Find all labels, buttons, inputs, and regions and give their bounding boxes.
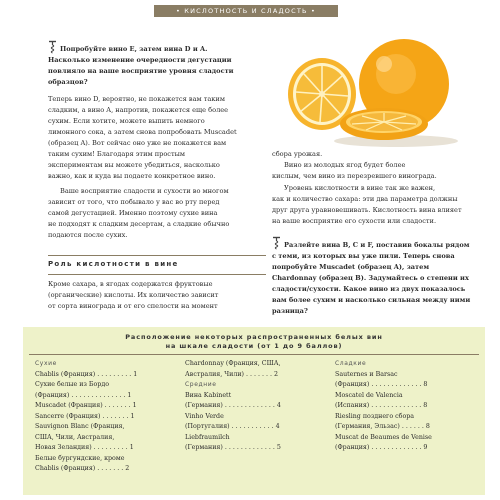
left-paragraph-3: Кроме сахара, в ягодах содержатся фруктовые (органические) кислоты. Их количество зависит от сорта винограда и от его спелости на момент — [48, 280, 219, 310]
table-category-heading: Средние — [185, 381, 217, 388]
table-entry: Muscat de Beaumes de Venise — [335, 433, 432, 441]
table-entry: Riesling позднего сбора — [335, 412, 415, 420]
table-column-sweet — [335, 359, 480, 454]
table-entry: Белые бургундские, кроме — [35, 454, 125, 462]
oranges-image — [284, 36, 460, 148]
sweetness-scale-table — [23, 327, 485, 495]
table-entry: (Германия, Эльзас) . . . . . . 8 — [335, 423, 430, 430]
table-rule — [29, 354, 479, 355]
running-header: • КИСЛОТНОСТЬ И СЛАДОСТЬ • — [154, 5, 338, 17]
table-entry: (Португалия) . . . . . . . . . . . 4 — [185, 423, 280, 430]
table-category-heading: Сладкие — [335, 360, 367, 367]
table-entry: Sauvignon Blanc (Франция, — [35, 423, 125, 430]
table-entry: Bина Kabinett — [185, 391, 232, 399]
table-entry: Liebfraumilch — [185, 433, 230, 441]
table-entry: (Франция) . . . . . . . . . . . . . 9 — [335, 444, 428, 451]
table-entry: (Германия) . . . . . . . . . . . . . 5 — [185, 444, 281, 451]
table-entry: Sauternes и Barsac — [335, 370, 398, 378]
table-entry: (Франция) . . . . . . . . . . . . . 8 — [335, 381, 428, 388]
table-entry: Сухие белые из Бордо — [35, 381, 110, 388]
table-column-dry — [35, 359, 180, 475]
table-entry: Новая Зеландия) . . . . . . . . . 1 — [35, 444, 134, 451]
right-paragraph-1: сбора урожая. Вино из молодых ягод будет более кислым, чем вино из перезревшего винограда. — [272, 150, 437, 180]
table-entry: США, Чили, Австралия, — [35, 433, 115, 441]
table-entry: (Франция) . . . . . . . . . . . . . . 1 — [35, 391, 132, 399]
table-entry: (Испания) . . . . . . . . . . . . . 8 — [335, 402, 428, 409]
table-entry: Chablis (Франция) . . . . . . . 2 — [35, 465, 130, 472]
left-paragraph-2: Ваше восприятие сладости и сухости во многом зависит от того, что побывало у вас во рту перед самой дегустацией. Именно поэтому сухие вина не подходят к сладким десертам, а сладкие обычно подаются после сухих. — [48, 187, 230, 239]
corkscrew-icon — [48, 40, 57, 54]
table-entry: Chablis (Франция) . . . . . . . . . 1 — [35, 370, 138, 378]
tasting-instruction-2: Разлейте вина B, C и F, поставив бокалы рядом с теми, из которых вы уже пили. Теперь снова попробуйте Muscadet (образец A), затем Chardonnay (образец B). Задумайтесь о степени их сладости/сухости. Какое вино из двух показалось вам более сухим и насколько сильная между ними разница? — [272, 236, 482, 317]
table-title: Расположение некоторых распространенных белых вин на шкале сладости (от 1 до 9 баллов) — [125, 333, 383, 350]
table-entry: (Германия) . . . . . . . . . . . . . 4 — [185, 402, 281, 409]
section-rule-top — [48, 255, 266, 256]
table-category-heading: Сухие — [35, 360, 57, 367]
table-entry: Moscatel de Valencia — [335, 391, 403, 399]
section-rule-bottom — [48, 274, 266, 275]
corkscrew-icon — [272, 236, 281, 250]
table-entry: Vinho Verde — [185, 412, 224, 420]
left-paragraph-1: Теперь вино D, вероятно, не покажется вам таким сладким, а вино A, напротив, покажется еще более сухим. Если хотите, можете выпить немного лимонного сока, а затем снова попробовать Muscadet (образец A). Вот сейчас оно уже не покажется вам таким сухим! Благодаря этим простым экспериментам вы можете убедиться, насколько важно, как и куда вы подаете конкретное вино. — [48, 95, 237, 180]
table-entry: Австралия, Чили) . . . . . . . 2 — [185, 370, 279, 378]
table-column-medium — [185, 359, 330, 454]
tasting-instruction-1: Попробуйте вино E, затем вина D и A. Насколько изменение очередности дегустации повлияло на ваше восприятие уровня сладости образцов? — [48, 40, 268, 88]
table-entry: Sancerre (Франция) . . . . . . . 1 — [35, 412, 135, 420]
section-heading: Роль кислотности в вине — [48, 260, 179, 268]
table-entry: Muscadet (Франция) . . . . . . . 1 — [35, 402, 137, 409]
right-paragraph-2: Уровень кислотности в вине так же важен, как и количество сахара: эти два параметра должны друг друга уравновешивать. Кислотность вина влияет на ваше восприятие его сухости или сладости. — [272, 184, 462, 225]
table-entry: Chardonnay (Франция, США, — [185, 360, 281, 367]
